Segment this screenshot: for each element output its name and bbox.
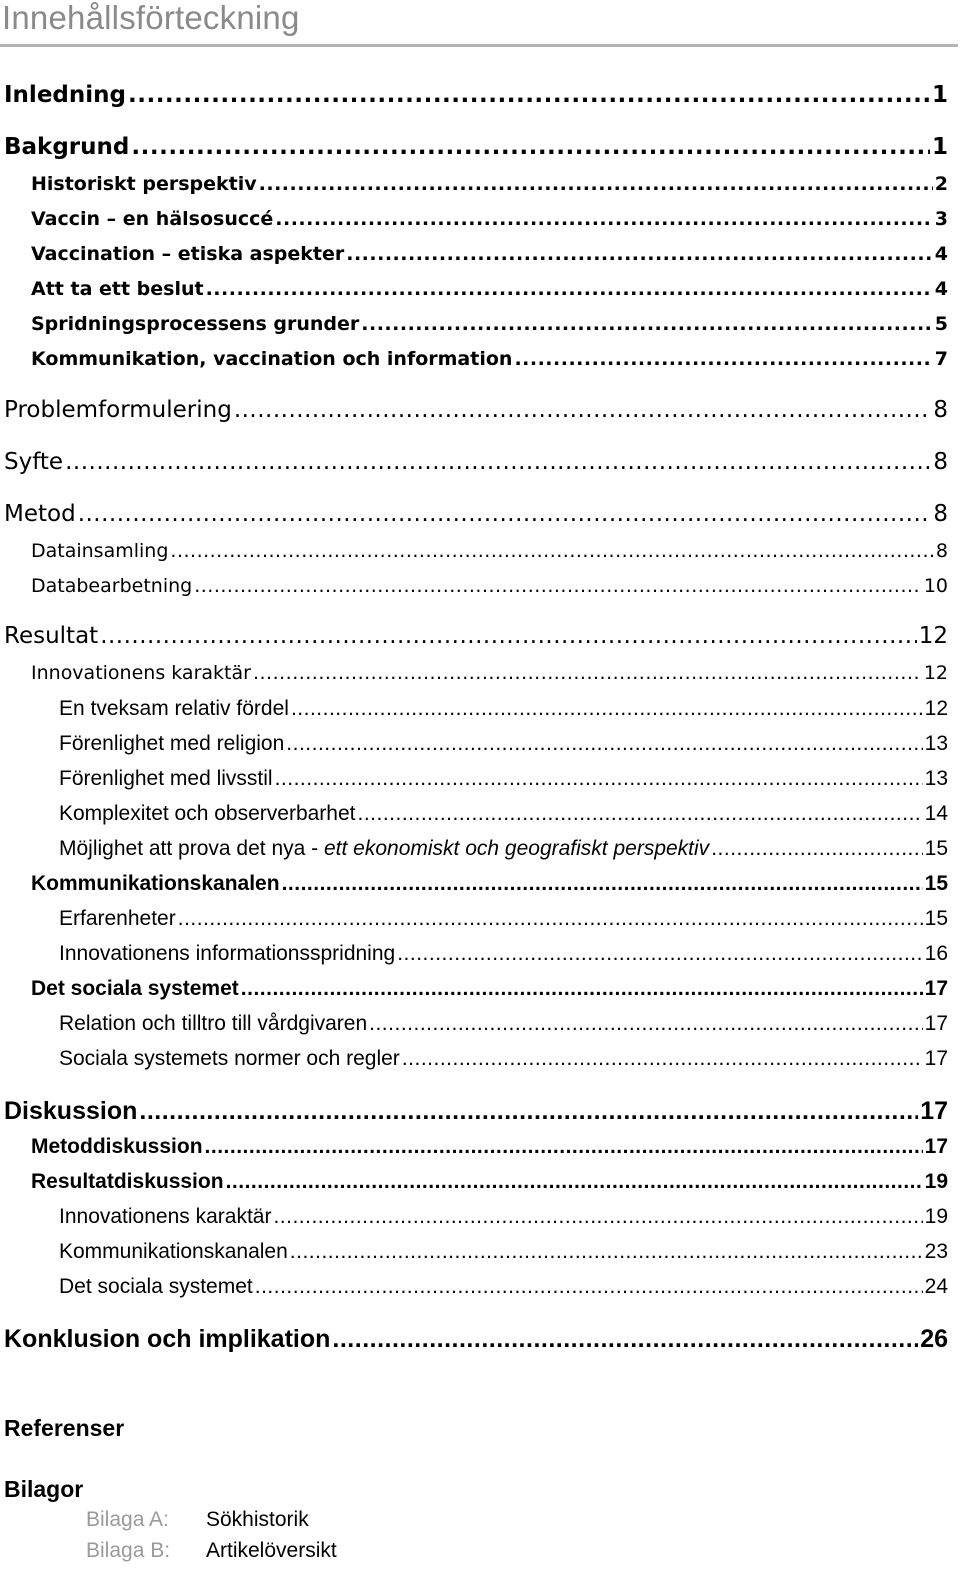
toc-entry-sociala-systemets-normer[interactable] [59,1047,948,1071]
toc-page-number: 8 [933,449,948,475]
toc-page-number: 8 [933,501,948,527]
toc-page-number: 3 [934,208,948,230]
dot-leader [100,623,917,649]
toc-entry-vaccin-halsosucce[interactable] [31,208,948,230]
toc-entry-det-sociala-systemet-2[interactable] [59,1275,948,1299]
dot-leader [291,697,923,721]
dot-leader [402,1047,923,1071]
toc-entry-problemformulering[interactable] [4,397,948,423]
toc-page-number: 17 [924,1135,948,1158]
dot-leader [358,802,923,826]
toc-page-number: 17 [924,977,948,1000]
toc-page-number: 17 [924,1012,948,1035]
toc-label: Vaccin – en hälsosuccé [31,208,274,230]
dot-leader [241,977,923,1001]
toc-label [59,837,709,861]
dot-leader [206,278,933,300]
toc-label: Spridningsprocessens grunder [31,313,360,335]
toc-entry-metoddiskussion[interactable] [31,1135,948,1159]
dot-leader [282,872,923,896]
toc-entry-mojlighet-att-prova-det-nya[interactable] [59,837,948,861]
toc-entry-att-ta-ett-beslut[interactable] [31,278,948,300]
dot-leader [290,1240,923,1264]
references-heading: Referenser [4,1415,125,1441]
dot-leader [286,732,922,756]
appendix-value: Sökhistorik [206,1508,309,1531]
toc-page-number: 19 [924,1205,948,1228]
dot-leader [514,348,932,370]
dot-leader [346,243,933,265]
dot-leader [128,82,930,108]
toc-label: Vaccination – etiska aspekter [31,243,345,265]
toc-entry-innovationens-karaktar-2[interactable] [59,1205,948,1229]
toc-label: Relation och tilltro till vårdgivaren [59,1012,368,1035]
dot-leader [170,540,934,562]
dot-leader [178,907,923,931]
dot-leader [275,208,932,230]
toc-label: Kommunikationskanalen [59,1240,288,1263]
toc-entry-bakgrund[interactable] [4,134,948,160]
toc-page-number: 7 [934,348,948,370]
toc-entry-innovationens-karaktar[interactable] [31,662,948,684]
appendix-key: Bilaga A: [86,1508,169,1531]
toc-label: Förenlighet med religion [59,732,285,755]
toc-entry-resultatdiskussion[interactable] [31,1170,948,1194]
toc-entry-kommunikation-vaccination-information[interactable] [31,348,948,370]
toc-page-number: 26 [920,1325,948,1353]
toc-entry-resultat[interactable] [4,623,948,649]
toc-entry-relation-och-tilltro[interactable] [59,1012,948,1036]
toc-page-number: 1 [931,82,948,108]
toc-label: Datainsamling [31,540,169,562]
toc-entry-komplexitet-och-observerbarhet[interactable] [59,802,948,826]
toc-page-number: 17 [924,1047,948,1070]
toc-entry-metod[interactable] [4,501,948,527]
toc-page-number: 13 [924,732,948,755]
toc-entry-syfte[interactable] [4,449,948,475]
toc-label: Bakgrund [4,134,130,160]
toc-page-number: 15 [924,872,948,895]
toc-label: Diskussion [4,1097,138,1125]
dot-leader [78,501,932,527]
toc-label: Kommunikationskanalen [31,872,280,895]
toc-label: Komplexitet och observerbarhet [59,802,356,825]
toc-label: Resultat [4,623,99,649]
title-divider [0,44,958,47]
toc-label: Databearbetning [31,575,193,597]
dot-leader [131,134,930,160]
appendix-item[interactable] [86,1539,337,1563]
toc-entry-spridningsprocessens-grunder[interactable] [31,313,948,335]
appendix-item[interactable] [86,1508,309,1532]
toc-entry-inledning[interactable] [4,82,948,108]
toc-entry-det-sociala-systemet[interactable] [31,977,948,1001]
toc-entry-historiskt-perspektiv[interactable] [31,173,948,195]
toc-label: Att ta ett beslut [31,278,204,300]
toc-entry-en-tveksam-relativ-fordel[interactable] [59,697,948,721]
dot-leader [205,1135,923,1159]
toc-page-number: 24 [924,1275,948,1298]
dot-leader [234,397,932,423]
toc-page-number: 16 [924,942,948,965]
toc-page-number: 23 [924,1240,948,1263]
toc-entry-forenlighet-med-livsstil[interactable] [59,767,948,791]
toc-page-number: 12 [918,623,948,649]
dot-leader [194,575,922,597]
toc-page-number: 10 [923,575,948,597]
dot-leader [332,1325,918,1354]
toc-label: Historiskt perspektiv [31,173,257,195]
toc-entry-forenlighet-med-religion[interactable] [59,732,948,756]
dot-leader [253,662,922,684]
toc-page-number: 8 [933,397,948,423]
dot-leader [361,313,933,335]
toc-page-number: 5 [934,313,948,335]
toc-entry-innovationens-informationsspridning[interactable] [59,942,948,966]
toc-entry-kommunikationskanalen-2[interactable] [59,1240,948,1264]
toc-page-number: 8 [935,540,948,562]
dot-leader [369,1012,923,1036]
dot-leader [711,837,922,861]
toc-entry-kommunikationskanalen[interactable] [31,872,948,896]
toc-page-number: 15 [924,837,948,860]
toc-page-number: 17 [920,1097,948,1125]
toc-label: Det sociala systemet [59,1275,253,1298]
toc-label-italic: ett ekonomiskt och geografiskt perspektiv [323,837,710,860]
toc-label: Metod [4,501,76,527]
toc-page-number: 12 [923,662,948,684]
toc-entry-erfarenheter[interactable] [59,907,948,931]
toc-entry-datainsamling[interactable] [31,540,948,562]
toc-page-number: 14 [924,802,948,825]
toc-label: En tveksam relativ fördel [59,697,289,720]
toc-label: Förenlighet med livsstil [59,767,273,790]
toc-label: Resultatdiskussion [31,1170,224,1193]
appendix-value: Artikelöversikt [206,1539,337,1562]
toc-page-number: 1 [931,134,948,160]
dot-leader [259,173,933,195]
dot-leader [255,1275,923,1299]
toc-label: Konklusion och implikation [4,1325,331,1353]
dot-leader [139,1097,918,1126]
toc-page-number: 15 [924,907,948,930]
toc-label: Det sociala systemet [31,977,239,1000]
toc-label: Kommunikation, vaccination och information [31,348,513,370]
toc-label: Metoddiskussion [31,1135,203,1158]
toc-label-main: Möjlighet att prova det nya - [59,837,324,860]
toc-page-number: 19 [924,1170,948,1193]
dot-leader [275,767,923,791]
toc-page-number: 4 [934,278,948,300]
appendix-key: Bilaga B: [86,1539,171,1562]
toc-label: Problemformulering [4,397,232,423]
appendix-heading: Bilagor [4,1476,84,1502]
dot-leader [273,1205,922,1229]
toc-page-number: 2 [934,173,948,195]
toc-page-number: 13 [924,767,948,790]
toc-entry-diskussion[interactable] [4,1097,948,1126]
toc-label: Erfarenheter [59,907,176,930]
dot-leader [226,1170,923,1194]
dot-leader [65,449,931,475]
toc-label: Inledning [4,82,126,108]
toc-label: Innovationens informationsspridning [59,942,396,965]
toc-page-number: 4 [934,243,948,265]
toc-label: Innovationens karaktär [31,662,251,684]
toc-label: Innovationens karaktär [59,1205,272,1228]
toc-label: Sociala systemets normer och regler [59,1047,400,1070]
toc-entry-databearbetning[interactable] [31,575,948,597]
toc-entry-vaccination-etiska-aspekter[interactable] [31,243,948,265]
toc-label: Syfte [4,449,64,475]
toc-entry-konklusion-och-implikation[interactable] [4,1325,948,1354]
dot-leader [397,942,922,966]
toc-page-number: 12 [924,697,948,720]
page-title: Innehållsförteckning [2,0,300,36]
